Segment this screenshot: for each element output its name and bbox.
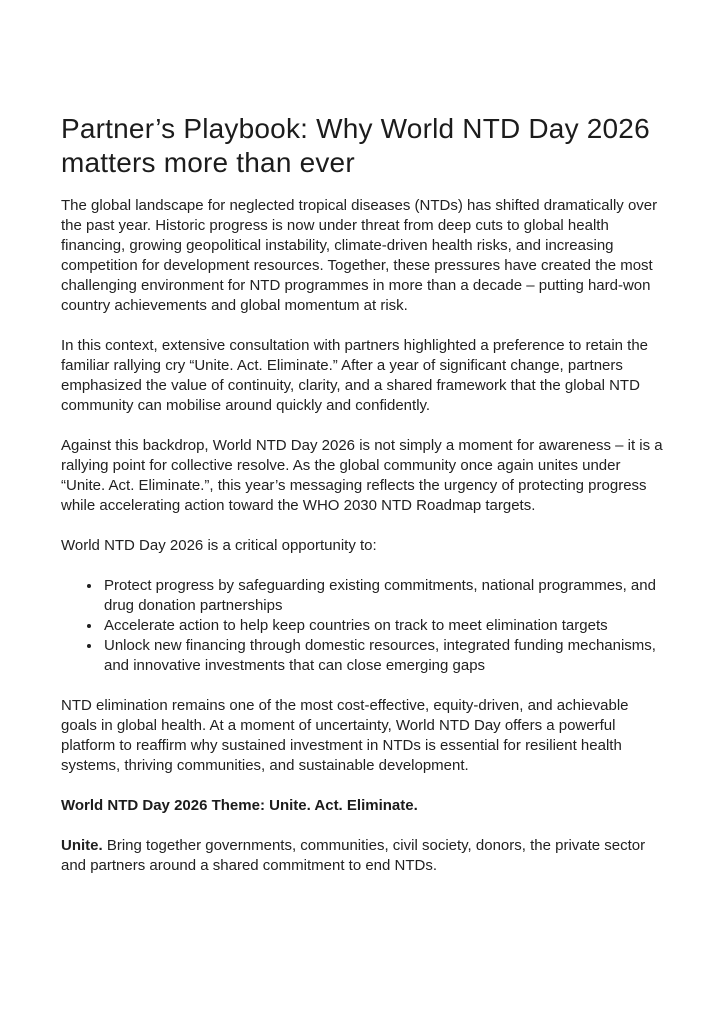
paragraph-consultation: In this context, extensive consultation with partners highlighted a preference to retain the familiar rallying cry “Unite. Act. Eliminate.” After a year of significant change, partners emphasized the value of continuity, clarity, and a shared framework that the global NTD community can mobilise around quickly and confidently. <box>61 337 649 414</box>
opportunity-bullet-list <box>61 576 664 676</box>
unite-bold-lead: Unite. <box>61 837 103 854</box>
paragraph-opportunity-lead: World NTD Day 2026 is a critical opportunity to: <box>61 537 377 554</box>
theme-heading: World NTD Day 2026 Theme: Unite. Act. Eliminate. <box>61 797 418 814</box>
paragraph-unite <box>61 836 664 876</box>
bullet-protect-progress: • Protect progress by safeguarding existing commitments, national programmes, and drug donation partnerships <box>102 576 664 616</box>
bullet-unlock-financing: • Unlock new financing through domestic resources, integrated funding mechanisms, and innovative investments that can close emerging gaps <box>102 636 664 676</box>
paragraph-backdrop: Against this backdrop, World NTD Day 2026 is not simply a moment for awareness – it is a rallying point for collective resolve. As the global community once again unites under “Unite. Act. Eliminate.”, this year’s messaging reflects the urgency of protecting progress while accelerating action toward the WHO 2030 NTD Roadmap targets. <box>61 437 663 514</box>
document-title: Partner’s Playbook: Why World NTD Day 2026 matters more than ever <box>61 113 650 178</box>
paragraph-ntd-elimination: NTD elimination remains one of the most cost-effective, equity-driven, and achievable goals in global health. At a moment of uncertainty, World NTD Day offers a powerful platform to reaffirm why sustained investment in NTDs is essential for resilient health systems, thriving communities, and sustainable development. <box>61 697 629 774</box>
bullet-accelerate-action: • Accelerate action to help keep countries on track to meet elimination targets <box>102 616 664 636</box>
paragraph-global-landscape: The global landscape for neglected tropical diseases (NTDs) has shifted dramatically over the past year. Historic progress is now under threat from deep cuts to global health financing, growing geopolitical instability, climate-driven health risks, and increasing competition for development resources. Together, these pressures have created the most challenging environment for NTD programmes in more than a decade – putting hard-won country achievements and global momentum at risk. <box>61 197 658 314</box>
unite-body-text: Bring together governments, communities, civil society, donors, the private sector and partners around a shared commitment to end NTDs. <box>61 837 646 874</box>
